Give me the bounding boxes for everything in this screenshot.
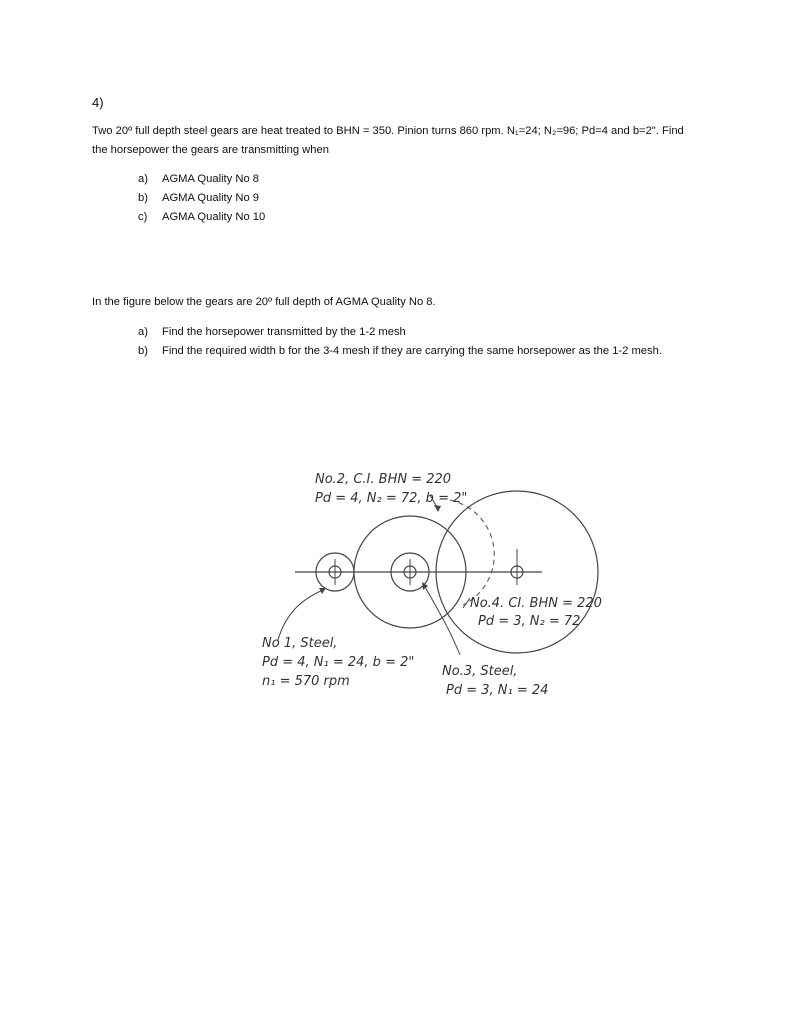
list-marker: b) xyxy=(138,192,148,204)
gear2-label-1: No.2, C.I. BHN = 220 xyxy=(315,472,452,487)
list-text: AGMA Quality No 9 xyxy=(162,192,259,204)
gear1-label-1: No 1, Steel, xyxy=(262,636,338,651)
leader-gear4 xyxy=(463,598,470,608)
problem1-list xyxy=(138,170,265,227)
problem1-statement: Two 20º full depth steel gears are heat treated to BHN = 350. Pinion turns 860 rpm. N₁=24; N₂=96; Pd=4 and b=2". Find the horsepower the gears are transmitting when xyxy=(92,125,684,156)
gear4-label-2: Pd = 3, N₂ = 72 xyxy=(478,614,581,629)
gear2-label-2: Pd = 4, N₂ = 72, b = 2" xyxy=(315,491,468,506)
list-marker: c) xyxy=(138,211,148,223)
list-marker: a) xyxy=(138,326,148,338)
list-item xyxy=(138,170,265,189)
list-item xyxy=(138,208,265,227)
gear1-label-3: n₁ = 570 rpm xyxy=(262,674,350,689)
list-marker: b) xyxy=(138,345,148,357)
gear3-label-2: Pd = 3, N₁ = 24 xyxy=(446,683,549,698)
question-number: 4) xyxy=(92,95,104,110)
list-text: Find the required width b for the 3-4 mesh if they are carrying the same horsepower as the 1-2 mesh. xyxy=(162,345,662,357)
list-item xyxy=(138,323,698,342)
problem2-statement: In the figure below the gears are 20º full depth of AGMA Quality No 8. xyxy=(92,296,436,308)
gear3-label-1: No.3, Steel, xyxy=(442,664,518,679)
gear-train-diagram xyxy=(180,455,620,725)
leader-gear1 xyxy=(278,590,323,640)
list-text: Find the horsepower transmitted by the 1-2 mesh xyxy=(162,326,406,338)
list-item xyxy=(138,189,265,208)
list-text: AGMA Quality No 10 xyxy=(162,211,266,223)
arrowhead xyxy=(434,505,441,512)
gear-train-figure xyxy=(180,455,620,725)
leader-gear3 xyxy=(424,585,460,655)
list-item xyxy=(138,342,698,361)
list-text: AGMA Quality No 8 xyxy=(162,173,259,185)
list-marker: a) xyxy=(138,173,148,185)
gear4-label-1: No.4. CI. BHN = 220 xyxy=(470,596,602,611)
problem2-list xyxy=(138,323,698,361)
gear1-label-2: Pd = 4, N₁ = 24, b = 2" xyxy=(262,655,415,670)
